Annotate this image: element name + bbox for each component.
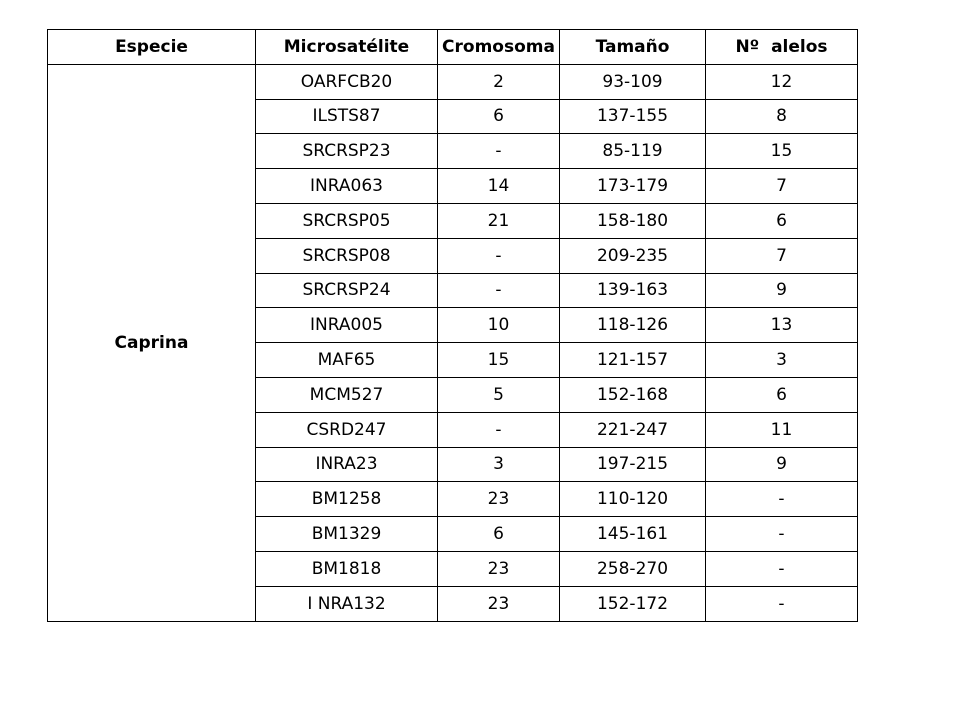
table-row xyxy=(48,64,858,99)
microsatellite-cell: BM1329 xyxy=(256,517,438,552)
chromosome-cell: 21 xyxy=(438,203,560,238)
size-cell: 152-172 xyxy=(560,586,706,621)
chromosome-cell: 5 xyxy=(438,377,560,412)
microsatellite-cell: MCM527 xyxy=(256,377,438,412)
microsatellite-cell: SRCRSP24 xyxy=(256,273,438,308)
allele-count-cell: 8 xyxy=(706,99,858,134)
size-cell: 158-180 xyxy=(560,203,706,238)
allele-count-cell: - xyxy=(706,517,858,552)
chromosome-cell: 6 xyxy=(438,517,560,552)
chromosome-cell: 23 xyxy=(438,482,560,517)
header-allele-count: Nº alelos xyxy=(706,30,858,65)
microsatellite-cell: SRCRSP23 xyxy=(256,134,438,169)
header-chromosome: Cromosoma xyxy=(438,30,560,65)
microsatellite-cell: INRA063 xyxy=(256,169,438,204)
chromosome-cell: 6 xyxy=(438,99,560,134)
microsatellite-cell: BM1258 xyxy=(256,482,438,517)
chromosome-cell: 14 xyxy=(438,169,560,204)
allele-count-cell: 6 xyxy=(706,377,858,412)
chromosome-cell: 10 xyxy=(438,308,560,343)
size-cell: 197-215 xyxy=(560,447,706,482)
allele-count-cell: 7 xyxy=(706,238,858,273)
allele-count-cell: - xyxy=(706,551,858,586)
allele-count-cell: 3 xyxy=(706,343,858,378)
allele-count-cell: 12 xyxy=(706,64,858,99)
size-cell: 137-155 xyxy=(560,99,706,134)
header-microsatellite: Microsatélite xyxy=(256,30,438,65)
size-cell: 221-247 xyxy=(560,412,706,447)
allele-count-cell: 6 xyxy=(706,203,858,238)
chromosome-cell: - xyxy=(438,273,560,308)
microsatellite-cell: OARFCB20 xyxy=(256,64,438,99)
microsatellite-table xyxy=(47,29,858,622)
size-cell: 85-119 xyxy=(560,134,706,169)
allele-count-cell: - xyxy=(706,482,858,517)
microsatellite-table-container xyxy=(47,29,858,622)
chromosome-cell: - xyxy=(438,134,560,169)
microsatellite-cell: ILSTS87 xyxy=(256,99,438,134)
chromosome-cell: 23 xyxy=(438,551,560,586)
allele-count-cell: 11 xyxy=(706,412,858,447)
microsatellite-cell: BM1818 xyxy=(256,551,438,586)
allele-count-cell: 7 xyxy=(706,169,858,204)
microsatellite-cell: SRCRSP05 xyxy=(256,203,438,238)
header-row xyxy=(48,30,858,65)
table-body xyxy=(48,64,858,621)
microsatellite-cell: CSRD247 xyxy=(256,412,438,447)
header-species: Especie xyxy=(48,30,256,65)
size-cell: 110-120 xyxy=(560,482,706,517)
chromosome-cell: 2 xyxy=(438,64,560,99)
microsatellite-cell: I NRA132 xyxy=(256,586,438,621)
size-cell: 139-163 xyxy=(560,273,706,308)
chromosome-cell: - xyxy=(438,238,560,273)
size-cell: 93-109 xyxy=(560,64,706,99)
size-cell: 209-235 xyxy=(560,238,706,273)
microsatellite-cell: INRA23 xyxy=(256,447,438,482)
size-cell: 173-179 xyxy=(560,169,706,204)
chromosome-cell: 15 xyxy=(438,343,560,378)
size-cell: 118-126 xyxy=(560,308,706,343)
microsatellite-cell: MAF65 xyxy=(256,343,438,378)
allele-count-cell: 9 xyxy=(706,447,858,482)
header-size: Tamaño xyxy=(560,30,706,65)
size-cell: 121-157 xyxy=(560,343,706,378)
microsatellite-cell: INRA005 xyxy=(256,308,438,343)
chromosome-cell: 23 xyxy=(438,586,560,621)
chromosome-cell: - xyxy=(438,412,560,447)
size-cell: 258-270 xyxy=(560,551,706,586)
chromosome-cell: 3 xyxy=(438,447,560,482)
allele-count-cell: 13 xyxy=(706,308,858,343)
size-cell: 152-168 xyxy=(560,377,706,412)
species-cell: Caprina xyxy=(48,64,256,621)
size-cell: 145-161 xyxy=(560,517,706,552)
allele-count-cell: 9 xyxy=(706,273,858,308)
microsatellite-cell: SRCRSP08 xyxy=(256,238,438,273)
allele-count-cell: - xyxy=(706,586,858,621)
allele-count-cell: 15 xyxy=(706,134,858,169)
